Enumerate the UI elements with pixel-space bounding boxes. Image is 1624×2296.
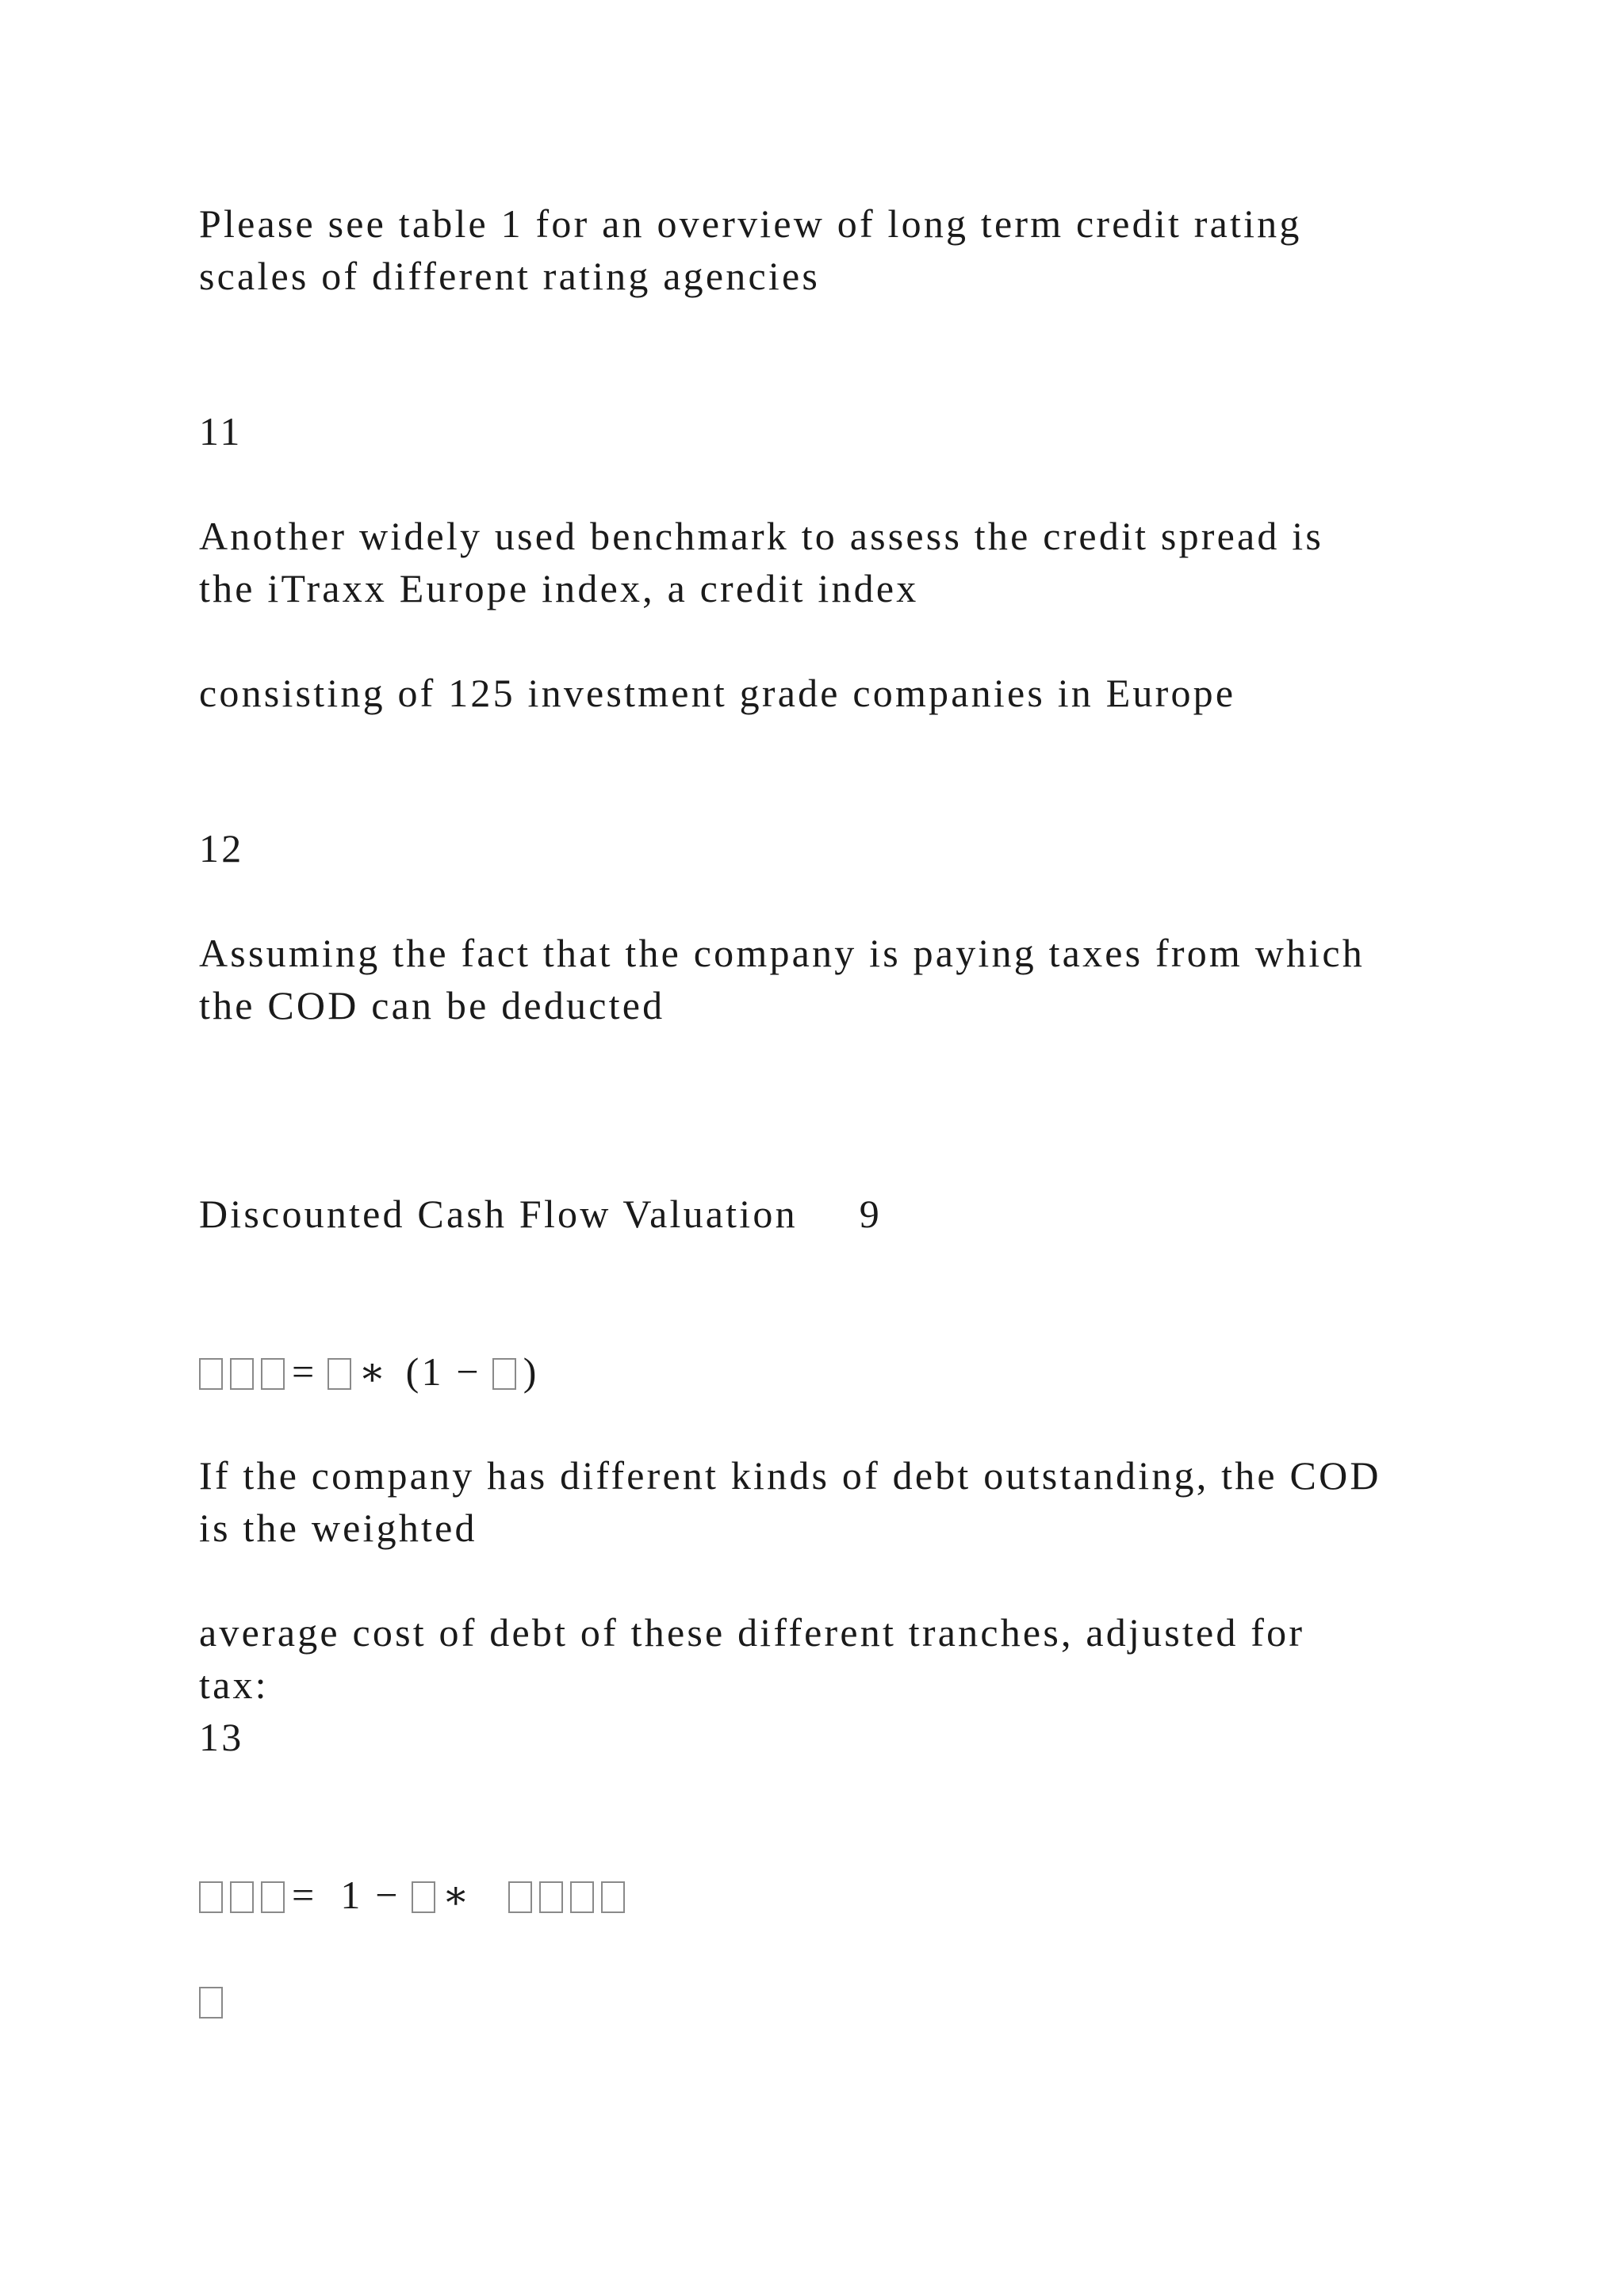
missing-glyph-box xyxy=(230,1881,254,1913)
paragraph-taxes-line-1: Assuming the fact that the company is paying taxes from which xyxy=(199,931,1365,975)
formula-one-minus: 1 − xyxy=(340,1873,400,1917)
footnote-number-13: 13 xyxy=(199,1715,244,1759)
paragraph-taxes-line-2: the COD can be deducted xyxy=(199,983,665,1027)
formula-weighted-cod xyxy=(199,1869,632,1921)
paragraph-investment-grade: consisting of 125 investment grade companies in Europe xyxy=(199,671,1236,715)
formula-equals: = xyxy=(292,1349,317,1394)
missing-glyph-box xyxy=(230,1358,254,1390)
running-header-title: Discounted Cash Flow Valuation xyxy=(199,1192,798,1236)
missing-glyph-box xyxy=(601,1881,625,1913)
missing-glyph-box xyxy=(412,1881,435,1913)
paragraph-tranches-line-2: tax: xyxy=(199,1663,269,1707)
formula-multiply: ∗ xyxy=(442,1873,472,1917)
paragraph-itraxx-line-1: Another widely used benchmark to assess the credit spread is xyxy=(199,514,1324,558)
missing-glyph-box xyxy=(492,1358,516,1390)
formula-multiply: ∗ xyxy=(358,1349,389,1394)
paragraph-credit-rating-line-1: Please see table 1 for an overview of long term credit rating xyxy=(199,201,1302,246)
missing-glyph-box xyxy=(508,1881,532,1913)
paragraph-credit-rating-line-2: scales of different rating agencies xyxy=(199,254,820,298)
missing-glyph-box xyxy=(261,1358,285,1390)
missing-glyph-box xyxy=(261,1881,285,1913)
page-number: 9 xyxy=(859,1192,882,1236)
formula-equals: = xyxy=(292,1873,317,1917)
running-header-line xyxy=(199,1188,882,1240)
footnote-number-12: 12 xyxy=(199,826,244,871)
missing-glyph-box xyxy=(327,1358,351,1390)
paragraph-itraxx-line-2: the iTraxx Europe index, a credit index xyxy=(199,566,919,610)
missing-glyph-box xyxy=(570,1881,594,1913)
formula-cod-after-tax xyxy=(199,1345,539,1398)
paragraph-debt-kinds-line-2: is the weighted xyxy=(199,1506,477,1550)
missing-glyph-box xyxy=(539,1881,563,1913)
formula-one-minus: (1 − xyxy=(405,1349,481,1394)
formula-summation-index xyxy=(199,1974,230,2026)
missing-glyph-box xyxy=(199,1358,223,1390)
formula-close-paren: ) xyxy=(523,1349,539,1394)
missing-glyph-box xyxy=(199,1881,223,1913)
footnote-number-11: 11 xyxy=(199,409,243,453)
paragraph-tranches-line-1: average cost of debt of these different tranches, adjusted for xyxy=(199,1610,1305,1655)
paragraph-debt-kinds-line-1: If the company has different kinds of debt outstanding, the COD xyxy=(199,1453,1381,1498)
missing-glyph-box xyxy=(199,1987,223,2019)
